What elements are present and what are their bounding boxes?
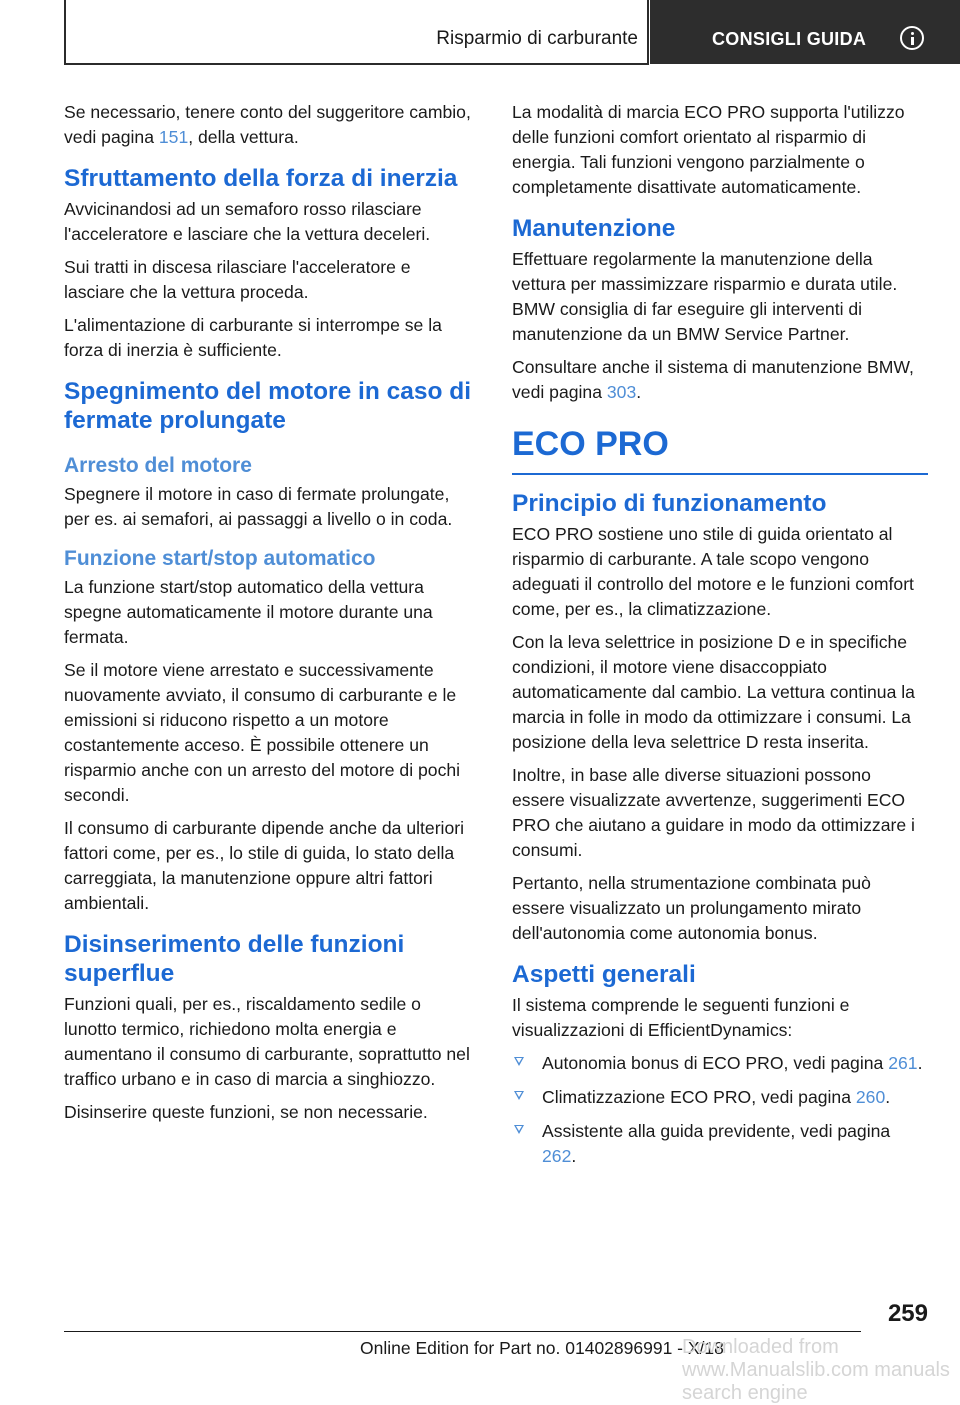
paragraph: Effettuare regolarmente la manutenzione della vettura per massimizzare risparmio e durata utile. BMW consiglia di far eseguire gli interventi di manutenzione da un BMW Service Partner. [512, 249, 898, 344]
heading-spegnimento: Spegnimento del motore in caso di fermate prolungate [64, 378, 472, 434]
paragraph: Spegnere il motore in caso di fermate prolungate, per es. ai semafori, ai passaggi a livello o in coda. [64, 484, 453, 529]
footer-rule [64, 1331, 861, 1332]
intro-paragraph: Se necessario, tenere conto del suggeritore cambio, vedi pagina 151, della vettura. [64, 102, 471, 147]
footer-edition: Online Edition for Part no. 01402896991 - X/18 [360, 1338, 724, 1358]
chapter-title-eco-pro: ECO PRO [512, 425, 669, 463]
triangle-bullet-icon [514, 1091, 524, 1100]
heading-manutenzione: Manutenzione [512, 215, 676, 242]
paragraph: La funzione start/stop automatico della vettura spegne automaticamente il motore durante una fermata. [64, 577, 433, 647]
list-item: Assistente alla guida previdente, vedi pagina 262. [512, 1119, 928, 1169]
paragraph: Inoltre, in base alle diverse situazioni possono essere visualizzate avvertenze, suggerimenti ECO PRO che aiutano a guidare in modo da ottimizzare i consumi. [512, 765, 915, 860]
footer-watermark: Downloaded from www.Manualslib.com manuals search engine [682, 1336, 950, 1404]
page-link-151[interactable]: 151 [158, 127, 189, 147]
paragraph: Il sistema comprende le seguenti funzioni e visualizzazioni di EfficientDynamics: [512, 995, 850, 1040]
list-item: Climatizzazione ECO PRO, vedi pagina 260. [512, 1085, 928, 1110]
list-item: Autonomia bonus di ECO PRO, vedi pagina 261. [512, 1051, 928, 1076]
triangle-bullet-icon [514, 1125, 524, 1134]
heading-inerzia: Sfruttamento della forza di inerzia [64, 165, 458, 192]
paragraph: Funzioni quali, per es., riscaldamento sedile o lunotto termico, richiedono molta energia e aumentano il consumo di carburante, soprattutto nel traffico urbano e in caso di marcia a singhiozzo. [64, 994, 470, 1089]
paragraph: Con la leva selettrice in posizione D e in specifiche condizioni, il motore viene disaccoppiato automaticamente dal cambio. La vettura continua la marcia in folle in modo da ottimizzare i consumi. La posizione della leva selettrice D resta inserita. [512, 632, 915, 752]
heading-disinserimento: Disinserimento delle funzioni superflue [64, 931, 405, 987]
left-column [64, 100, 476, 1133]
page-link-261[interactable]: 261 [888, 1053, 918, 1073]
paragraph: La modalità di marcia ECO PRO supporta l'utilizzo delle funzioni comfort orientato al risparmio di energia. Tali funzioni vengono parzialmente o completamente disattivate automaticamente. [512, 102, 905, 197]
page-link-303[interactable]: 303 [606, 382, 637, 402]
page-link-262[interactable]: 262 [542, 1146, 572, 1166]
paragraph: Consultare anche il sistema di manutenzione BMW, vedi pagina 303. [512, 357, 914, 402]
paragraph: Il consumo di carburante dipende anche da ulteriori fattori come, per es., lo stile di guida, lo stato della carreggiata, la manutenzione oppure altri fattori ambientali. [64, 818, 465, 913]
paragraph: Pertanto, nella strumentazione combinata può essere visualizzato un prolungamento mirato dell'autonomia come autonomia bonus. [512, 873, 871, 943]
paragraph: Avvicinandosi ad un semaforo rosso rilasciare l'acceleratore e lasciare che la vettura deceleri. [64, 199, 431, 244]
paragraph: Disinserire queste funzioni, se non necessarie. [64, 1102, 428, 1122]
page-number: 259 [887, 1300, 928, 1327]
page-link-260[interactable]: 260 [855, 1087, 886, 1107]
header-chapter-label: CONSIGLI GUIDA [712, 29, 867, 49]
subheading-arresto: Arresto del motore [64, 454, 252, 477]
triangle-bullet-icon [514, 1057, 524, 1066]
info-icon[interactable] [900, 26, 924, 50]
paragraph: ECO PRO sostiene uno stile di guida orientato al risparmio di carburante. A tale scopo vengono adeguati il controllo del motore e le funzioni comfort come, per es., la climatizzazione. [512, 524, 914, 619]
chapter-rule [512, 473, 928, 475]
heading-aspetti: Aspetti generali [512, 961, 696, 988]
bullet-list [512, 1051, 928, 1169]
paragraph: L'alimentazione di carburante si interrompe se la forza di inerzia è sufficiente. [64, 315, 442, 360]
header-section-title: Risparmio di carburante [436, 28, 638, 49]
subheading-startstop: Funzione start/stop automatico [64, 547, 376, 570]
right-column [512, 100, 928, 1178]
heading-principio: Principio di funzionamento [512, 490, 827, 517]
paragraph: Se il motore viene arrestato e successivamente nuovamente avviato, il consumo di carburante e le emissioni si riducono rispetto a un motore costantemente acceso. È possibile ottenere un risparmio anche con un arresto del motore di pochi secondi. [64, 660, 461, 805]
header-border-left [64, 0, 66, 64]
header-border-divider [647, 0, 649, 64]
paragraph: Sui tratti in discesa rilasciare l'acceleratore e lasciare che la vettura proceda. [64, 257, 411, 302]
header-chapter-tab[interactable] [650, 0, 960, 64]
header-border-bottom [64, 63, 649, 65]
